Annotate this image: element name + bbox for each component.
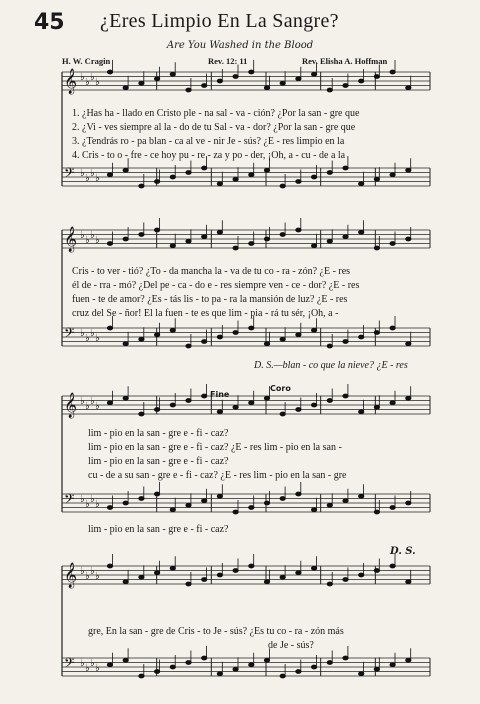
svg-text:♭: ♭ xyxy=(80,566,85,577)
svg-text:♭: ♭ xyxy=(80,494,85,505)
hymn-subtitle: Are You Washed in the Blood xyxy=(166,40,314,51)
svg-text:♭: ♭ xyxy=(90,396,95,407)
svg-text:♭: ♭ xyxy=(95,401,100,412)
svg-text:♭: ♭ xyxy=(80,328,85,339)
verse-line-2-3: fuen - te de amor? ¿Es - tás lis - to pa - ra la mansión de luz? ¿E - res xyxy=(72,294,348,305)
svg-text:𝄞: 𝄞 xyxy=(64,69,78,94)
verse-line-2-2: él de - rra - mó? ¿Del pe - ca - do e - res siempre ven - ce - dor? ¿E - res xyxy=(72,280,360,291)
bass-lyric-line: lim - pio en la san - gre e - fi - caz? xyxy=(88,524,229,535)
verse-line-2-4: cruz del Se - ñor! El la fuen - te es que lim - pia - rá tu sér, ¡Oh, a - xyxy=(72,308,339,319)
coro-marker: Coro xyxy=(270,384,291,393)
svg-text:♭: ♭ xyxy=(85,571,90,582)
scripture-reference: Rev. 12: 11 xyxy=(208,56,248,66)
verse-line-1-3: 3. ¿Tendrás ro - pa blan - ca al ve - nir Je - sús? ¿E - res limpio en la xyxy=(72,136,345,147)
svg-text:𝄞: 𝄞 xyxy=(64,393,78,418)
svg-text:♭: ♭ xyxy=(95,77,100,88)
svg-text:♭: ♭ xyxy=(85,77,90,88)
svg-text:♭: ♭ xyxy=(95,333,100,344)
svg-text:♭: ♭ xyxy=(90,72,95,83)
svg-text:𝄢: 𝄢 xyxy=(64,491,75,510)
verse-line-1-2: 2. ¿Vi - ves siempre al la - do de tu Sal - va - dor? ¿Por la san - gre que xyxy=(72,122,356,133)
svg-text:♭: ♭ xyxy=(90,566,95,577)
svg-text:♭: ♭ xyxy=(85,499,90,510)
verse-line-4-1: gre, En la san - gre de Cris - to Je - sús? ¿Es tu co - ra - zón más xyxy=(88,626,344,637)
svg-text:♭: ♭ xyxy=(90,168,95,179)
author-credit: Rev. Elisha A. Hoffman xyxy=(302,56,388,66)
svg-text:♭: ♭ xyxy=(95,173,100,184)
svg-text:♭: ♭ xyxy=(80,168,85,179)
fine-marker: Fine xyxy=(210,390,230,399)
hymn-title: ¿Eres Limpio En La Sangre? xyxy=(100,10,339,32)
svg-text:♭: ♭ xyxy=(85,663,90,674)
svg-text:♭: ♭ xyxy=(90,328,95,339)
verse-line-3-3: lim - pio en la san - gre e - fi - caz? xyxy=(88,456,229,467)
svg-text:♭: ♭ xyxy=(95,499,100,510)
svg-text:♭: ♭ xyxy=(95,663,100,674)
svg-text:♭: ♭ xyxy=(85,333,90,344)
verse-line-3-1: lim - pio en la san - gre e - fi - caz? xyxy=(88,428,229,439)
composer-credit: H. W. Cragin xyxy=(62,56,111,66)
verse-line-1-1: 1. ¿Has ha - llado en Cristo ple - na sal - va - ción? ¿Por la san - gre que xyxy=(72,108,360,119)
verse-line-2-1: Cris - to ver - tió? ¿To - da mancha la - va de tu co - ra - zón? ¿E - res xyxy=(72,266,351,277)
svg-text:♭: ♭ xyxy=(80,72,85,83)
svg-text:♭: ♭ xyxy=(80,396,85,407)
svg-text:♭: ♭ xyxy=(85,173,90,184)
svg-text:𝄢: 𝄢 xyxy=(64,165,75,184)
svg-text:♭: ♭ xyxy=(90,230,95,241)
svg-text:♭: ♭ xyxy=(95,571,100,582)
svg-text:♭: ♭ xyxy=(85,235,90,246)
svg-text:𝄢: 𝄢 xyxy=(64,655,75,674)
svg-text:♭: ♭ xyxy=(90,658,95,669)
ds-note: D. S.—blan - co que la nieve? ¿E - res xyxy=(254,360,408,371)
hymn-number: 45 xyxy=(34,10,65,35)
svg-text:♭: ♭ xyxy=(85,401,90,412)
svg-text:♭: ♭ xyxy=(95,235,100,246)
svg-text:♭: ♭ xyxy=(80,230,85,241)
svg-text:𝄢: 𝄢 xyxy=(64,325,75,344)
verse-line-4-2: de Je - sús? xyxy=(268,640,314,651)
verse-line-3-4: cu - de a su san - gre e - fi - caz? ¿E - res lim - pio en la san - gre xyxy=(88,470,347,481)
svg-text:𝄞: 𝄞 xyxy=(64,563,78,588)
svg-text:♭: ♭ xyxy=(80,658,85,669)
svg-text:𝄞: 𝄞 xyxy=(64,227,78,252)
svg-text:♭: ♭ xyxy=(90,494,95,505)
verse-line-1-4: 4. Cris - to o - fre - ce hoy pu - re - za y po - der, ¡Oh, a - cu - de a la xyxy=(72,150,346,161)
verse-line-3-2: lim - pio en la san - gre e - fi - caz? ¿E - res lim - pio en la san - xyxy=(88,442,342,453)
ds-marker: D. S. xyxy=(390,546,416,557)
